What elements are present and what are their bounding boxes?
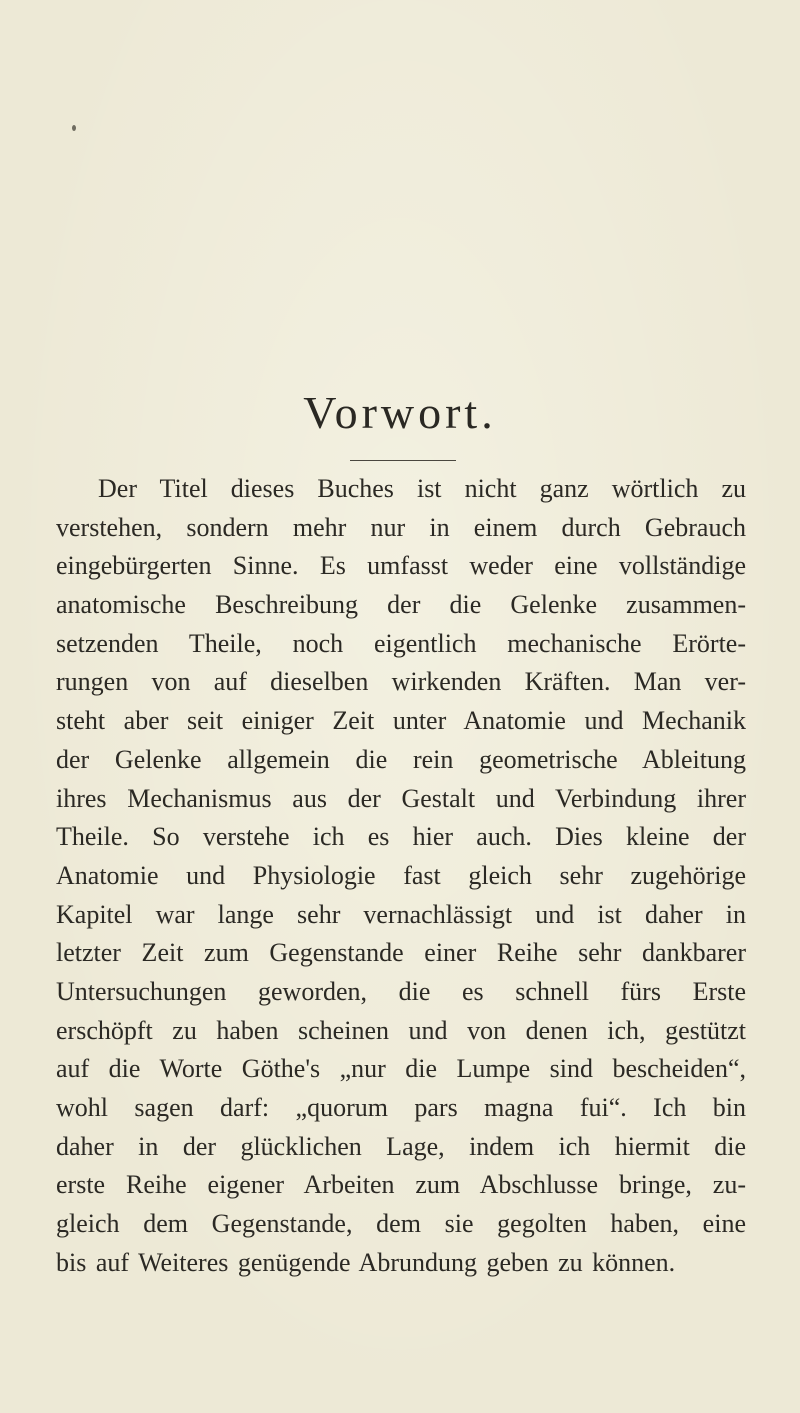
- text-line: wohl sagen darf: „quorum pars magna fui“. Ich bin: [56, 1093, 746, 1122]
- title-divider: [350, 460, 456, 461]
- text-line: Der Titel dieses Buches ist nicht ganz wörtlich zu: [98, 474, 746, 503]
- text-line: setzenden Theile, noch eigentlich mechanische Erörte-: [56, 628, 746, 658]
- text-line: gleich dem Gegenstande, dem sie gegolten haben, eine: [56, 1209, 746, 1239]
- text-line: auf die Worte Göthe's „nur die Lumpe sind bescheiden“,: [56, 1054, 746, 1084]
- text-line: erschöpft zu haben scheinen und von denen ich, gestützt: [56, 1015, 746, 1045]
- text-line: der Gelenke allgemein die rein geometrische Ableitung: [56, 744, 746, 774]
- text-line: steht aber seit einiger Zeit unter Anatomie und Mechanik: [56, 706, 746, 736]
- preface-paragraph: [56, 470, 746, 1282]
- text-line: daher in der glücklichen Lage, indem ich hiermit die: [56, 1131, 746, 1161]
- text-line: rungen von auf dieselben wirkenden Kräften. Man ver-: [56, 667, 746, 697]
- text-line: erste Reihe eigener Arbeiten zum Abschlusse bringe, zu-: [56, 1170, 746, 1200]
- ink-speck: [72, 125, 76, 131]
- text-line: eingebürgerten Sinne. Es umfasst weder eine vollständige: [56, 551, 746, 581]
- text-line: letzter Zeit zum Gegenstande einer Reihe sehr dankbarer: [56, 938, 746, 968]
- text-line: bis auf Weiteres genügende Abrundung geben zu können.: [56, 1247, 676, 1277]
- page-title: Vorwort.: [303, 387, 497, 438]
- text-line: anatomische Beschreibung der die Gelenke zusammen-: [56, 590, 746, 620]
- text-line: ihres Mechanismus aus der Gestalt und Verbindung ihrer: [56, 783, 746, 813]
- text-line: Theile. So verstehe ich es hier auch. Dies kleine der: [56, 822, 746, 852]
- text-line: Untersuchungen geworden, die es schnell fürs Erste: [56, 976, 746, 1006]
- text-line: Kapitel war lange sehr vernachlässigt und ist daher in: [56, 899, 746, 929]
- text-line: Anatomie und Physiologie fast gleich sehr zugehörige: [56, 860, 746, 890]
- text-line: verstehen, sondern mehr nur in einem durch Gebrauch: [56, 512, 746, 542]
